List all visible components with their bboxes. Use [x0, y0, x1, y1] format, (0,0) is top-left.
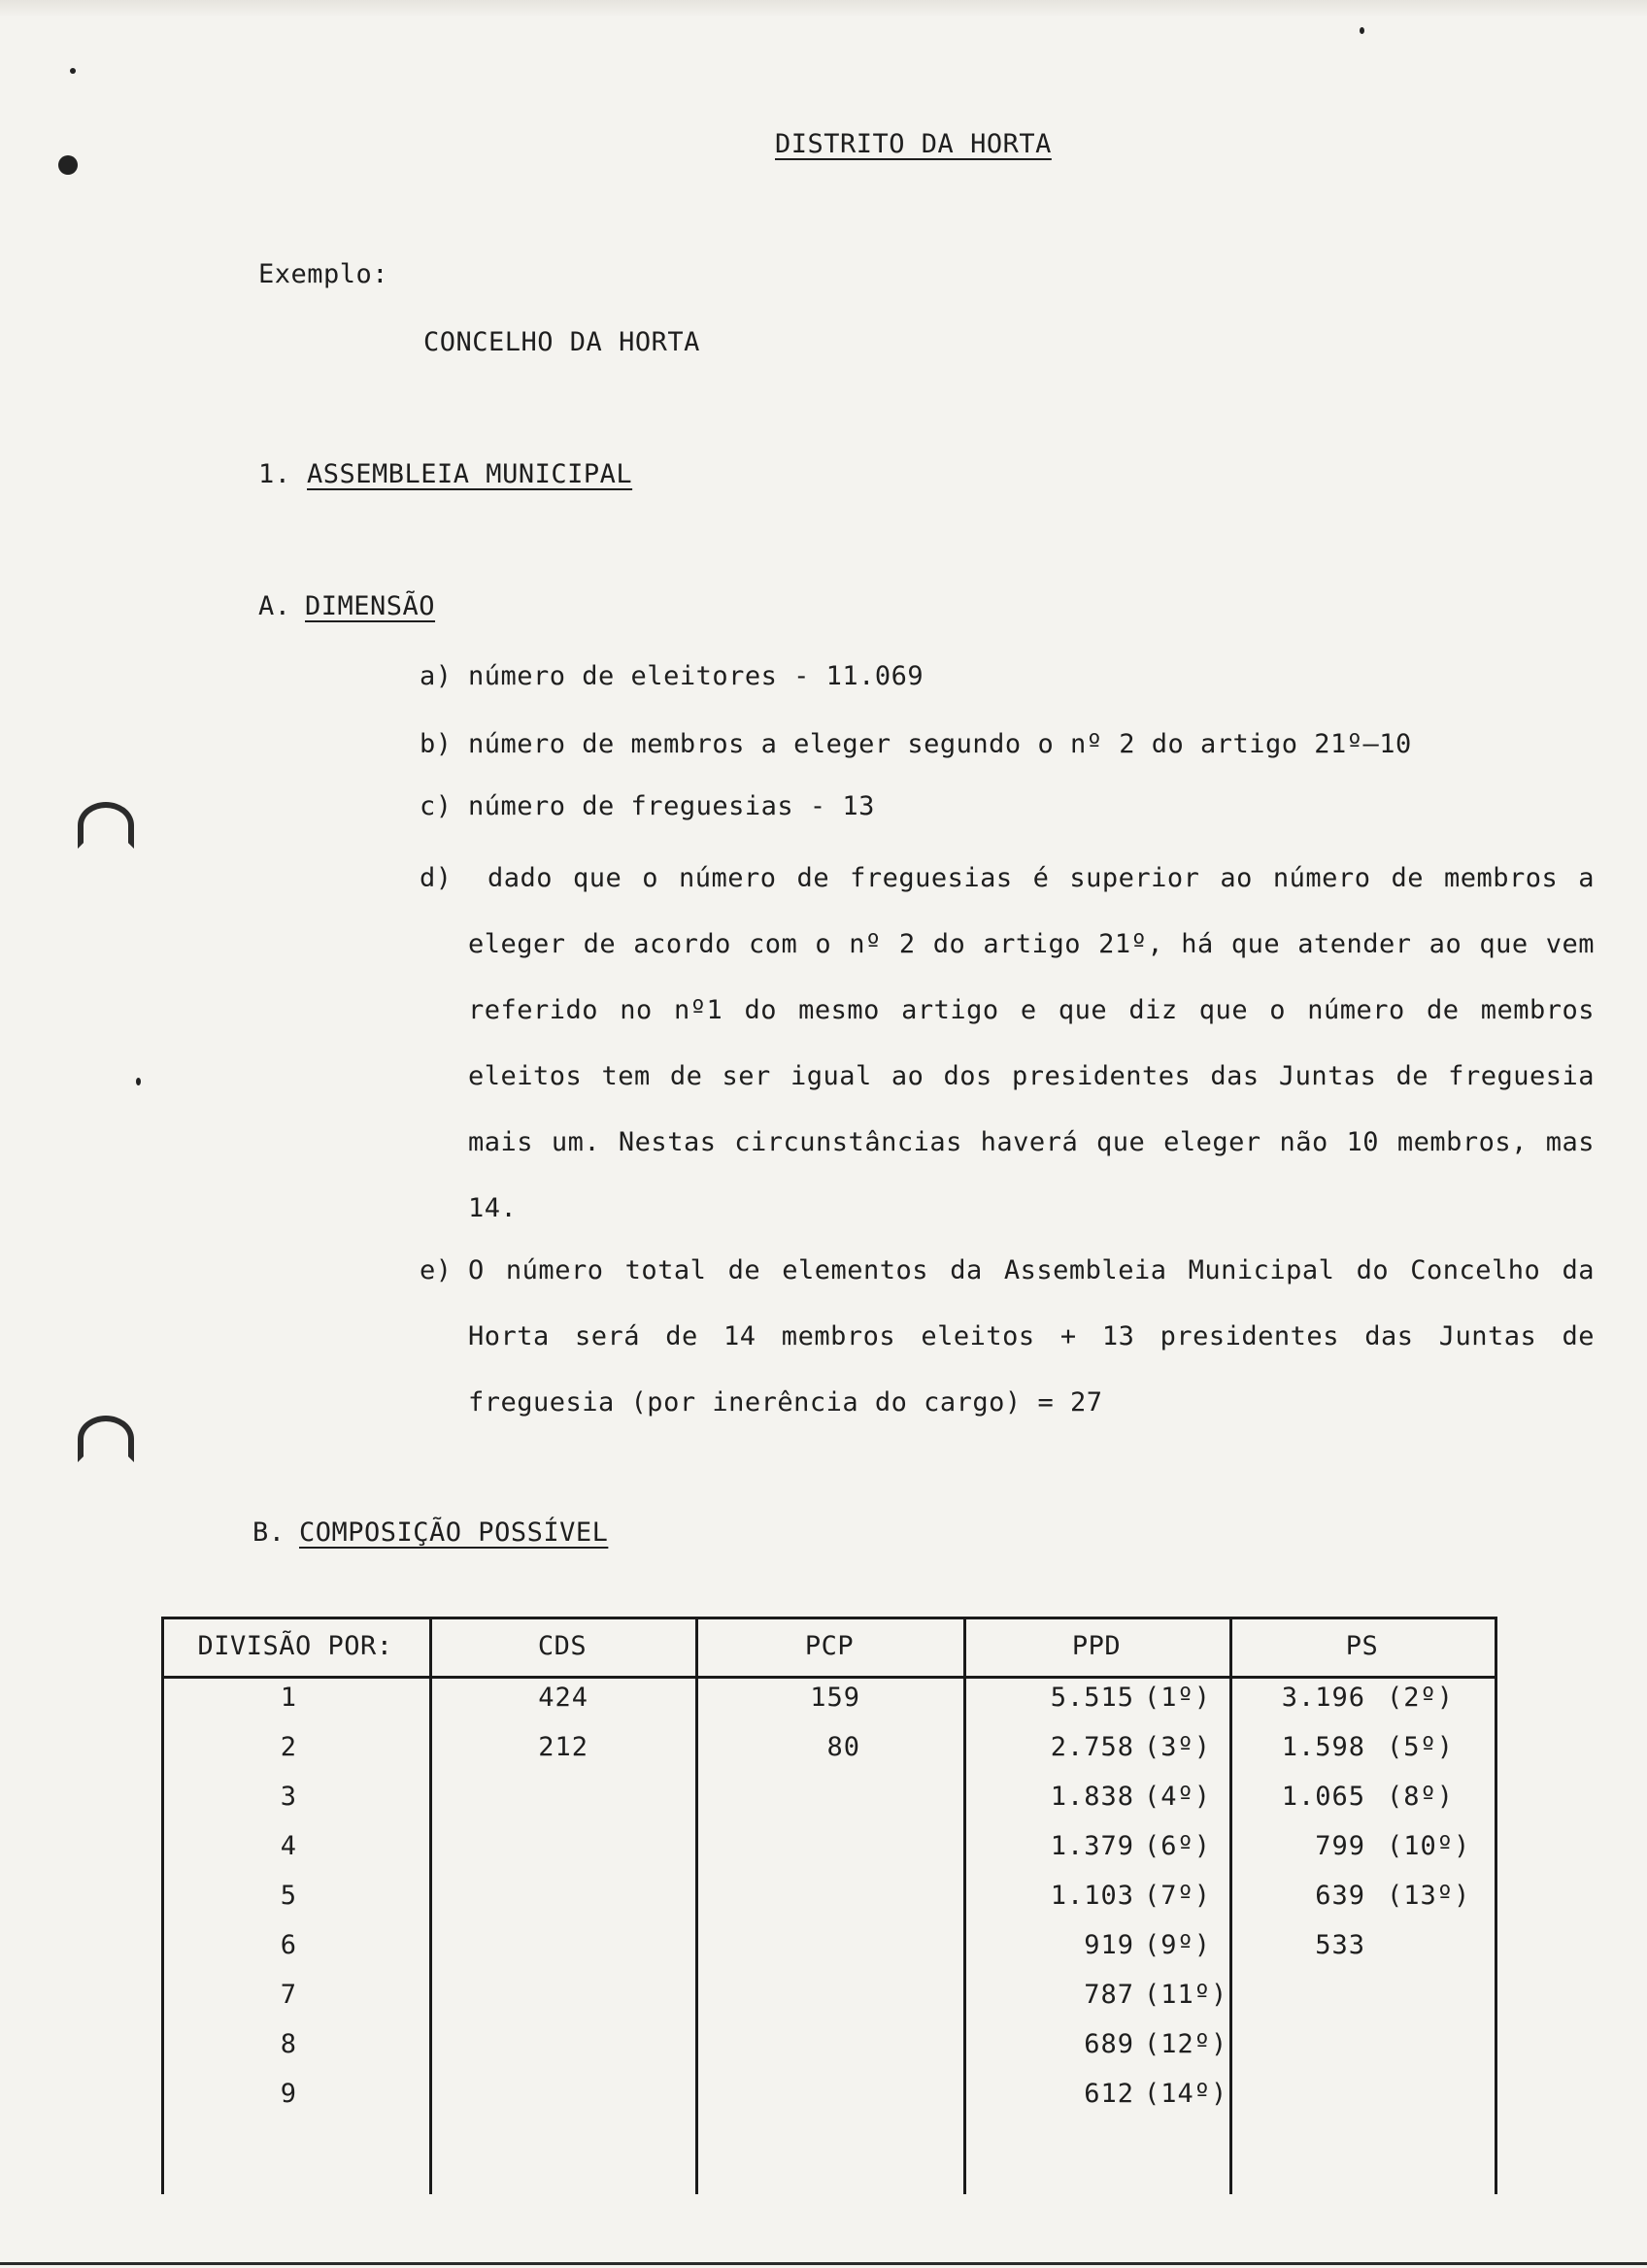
ps-value: 1.598 — [1281, 1732, 1365, 1762]
list-item-text: número de eleitores - 11.069 — [468, 661, 924, 691]
list-marker: d) — [420, 863, 453, 893]
ps-rank: (5º) — [1387, 1732, 1455, 1762]
cds-value: 212 — [538, 1732, 588, 1762]
ps-rank: (8º) — [1387, 1782, 1455, 1812]
division-cell: 5 — [280, 1881, 297, 1911]
table-header-cell: DIVISÃO POR: — [197, 1631, 393, 1661]
page-bottom-rule — [0, 2262, 1647, 2265]
ppd-rank: (1º) — [1144, 1683, 1212, 1713]
list-marker: c) — [420, 791, 453, 821]
division-cell: 9 — [280, 2079, 297, 2109]
composition-table — [161, 1617, 1497, 2194]
table-header-cell: CDS — [537, 1631, 588, 1661]
district-title: DISTRITO DA HORTA — [775, 129, 1052, 159]
list-marker: a) — [420, 661, 453, 691]
section-title: ASSEMBLEIA MUNICIPAL — [307, 459, 633, 489]
ps-value: 799 — [1315, 1831, 1365, 1861]
subsection-title: COMPOSIÇÃO POSSÍVEL — [299, 1518, 609, 1548]
ppd-value: 689 — [1084, 2029, 1134, 2059]
table-header-cell: PCP — [804, 1631, 855, 1661]
ppd-value: 787 — [1084, 1980, 1134, 2010]
subsection-title: DIMENSÃO — [305, 591, 436, 621]
division-cell: 1 — [280, 1683, 297, 1713]
ppd-value: 1.838 — [1050, 1782, 1134, 1812]
cds-value: 424 — [538, 1683, 588, 1713]
ppd-rank: (12º) — [1144, 2029, 1228, 2059]
ppd-rank: (7º) — [1144, 1881, 1212, 1911]
ps-value: 3.196 — [1281, 1683, 1365, 1713]
scan-top-edge — [0, 0, 1647, 17]
pcp-value: 80 — [826, 1732, 860, 1762]
ppd-value: 1.103 — [1050, 1881, 1134, 1911]
ps-value: 533 — [1315, 1930, 1365, 1960]
table-header-border — [161, 1676, 1497, 1679]
ppd-rank: (3º) — [1144, 1732, 1212, 1762]
scan-speck — [70, 68, 76, 74]
subsection-letter: A. — [258, 591, 291, 621]
table-column-divider — [1495, 1617, 1497, 2194]
concelho-title: CONCELHO DA HORTA — [423, 327, 700, 357]
division-cell: 2 — [280, 1732, 297, 1762]
punch-hole-mark — [78, 802, 134, 849]
scan-speck — [58, 155, 78, 175]
scan-speck — [136, 1078, 141, 1085]
ps-rank: (13º) — [1387, 1881, 1471, 1911]
ps-value: 1.065 — [1281, 1782, 1365, 1812]
ps-rank: (10º) — [1387, 1831, 1471, 1861]
ppd-value: 919 — [1084, 1930, 1134, 1960]
ppd-value: 1.379 — [1050, 1831, 1134, 1861]
section-number: 1. — [258, 459, 291, 489]
ppd-value: 5.515 — [1050, 1683, 1134, 1713]
list-item-text: número de freguesias - 13 — [468, 791, 875, 821]
table-header-cell: PPD — [1071, 1631, 1122, 1661]
list-item-paragraph: O número total de elementos da Assembleia Municipal do Concelho da Horta será de 14 membros eleitos + 13 presidentes das Juntas de freguesia (por inerência do cargo) = 27 — [468, 1255, 1595, 1418]
ppd-rank: (4º) — [1144, 1782, 1212, 1812]
division-cell: 3 — [280, 1782, 297, 1812]
table-header-cell: PS — [1345, 1631, 1379, 1661]
ps-rank: (2º) — [1387, 1683, 1455, 1713]
ppd-value: 612 — [1084, 2079, 1134, 2109]
ppd-rank: (6º) — [1144, 1831, 1212, 1861]
pcp-value: 159 — [810, 1683, 860, 1713]
division-cell: 7 — [280, 1980, 297, 2010]
division-cell: 8 — [280, 2029, 297, 2059]
ppd-rank: (14º) — [1144, 2079, 1228, 2109]
ps-value: 639 — [1315, 1881, 1365, 1911]
punch-hole-mark — [78, 1416, 134, 1462]
list-marker: e) — [420, 1255, 453, 1285]
subsection-letter: B. — [252, 1518, 286, 1548]
ppd-rank: (9º) — [1144, 1930, 1212, 1960]
scan-speck — [1360, 27, 1364, 34]
list-item-text: número de membros a eleger segundo o nº 2 do artigo 21º—10 — [468, 729, 1412, 759]
example-label: Exemplo: — [258, 259, 389, 289]
division-cell: 6 — [280, 1930, 297, 1960]
list-marker: b) — [420, 729, 453, 759]
division-cell: 4 — [280, 1831, 297, 1861]
ppd-value: 2.758 — [1050, 1732, 1134, 1762]
table-top-border — [161, 1617, 1497, 1619]
ppd-rank: (11º) — [1144, 1980, 1228, 2010]
list-item-paragraph: dado que o número de freguesias é superior ao número de membros a eleger de acordo com o nº 2 do artigo 21º, há que atender ao que vem referido no nº1 do mesmo artigo e que diz que o número de membros eleitos tem de ser igual ao dos presidentes das Juntas de freguesia mais um. Nestas circunstâncias haverá que eleger não 10 membros, mas 14. — [468, 863, 1595, 1223]
